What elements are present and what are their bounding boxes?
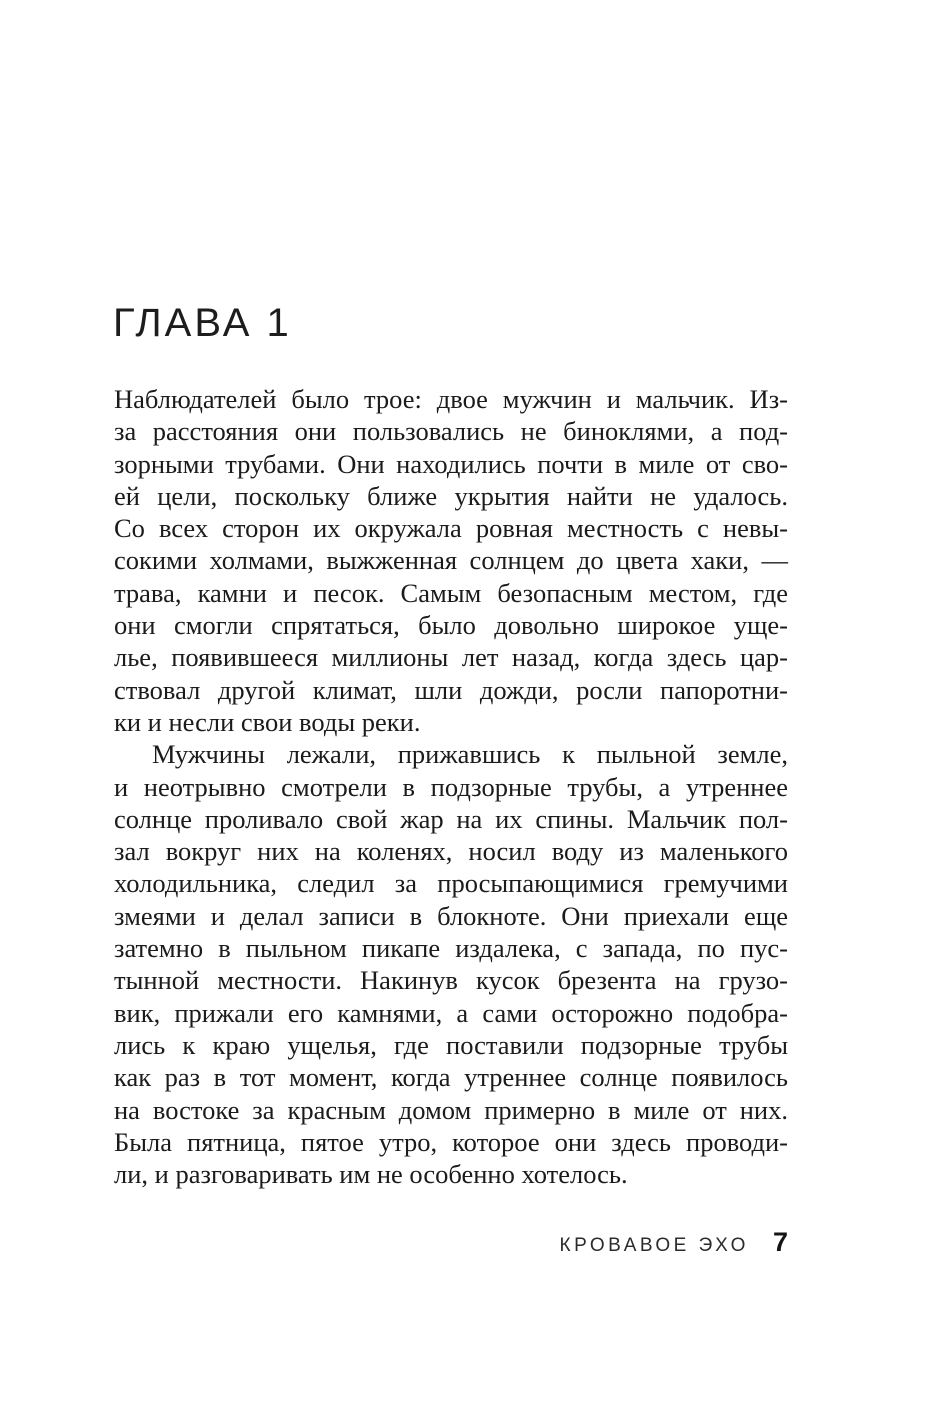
text-line: зал вокруг них на коленях, носил воду из маленького bbox=[114, 836, 788, 867]
body-text bbox=[114, 383, 788, 1190]
text-line: ей цели, поскольку ближе укрытия найти не удалось. bbox=[114, 480, 788, 511]
text-line: вик, прижали его камнями, а сами осторожно подобра- bbox=[114, 997, 788, 1028]
text-line: Была пятница, пятое утро, которое они здесь проводи- bbox=[114, 1126, 788, 1157]
text-line: за расстояния они пользовались не биноклями, а под- bbox=[114, 416, 788, 447]
chapter-heading: ГЛАВА 1 bbox=[113, 301, 292, 345]
text-line: и неотрывно смотрели в подзорные трубы, а утреннее bbox=[114, 771, 788, 802]
text-line: затемно в пыльном пикапе издалека, с запада, по пус- bbox=[114, 933, 788, 964]
page-footer bbox=[560, 1227, 788, 1258]
text-line: лись к краю ущелья, где поставили подзорные трубы bbox=[114, 1029, 788, 1060]
text-line: на востоке за красным домом примерно в миле от них. bbox=[114, 1094, 788, 1125]
text-line: они смогли спрятаться, было довольно широкое уще- bbox=[114, 610, 788, 641]
text-line: солнце проливало свой жар на их спины. Мальчик пол- bbox=[114, 803, 788, 834]
running-title: КРОВАВОЕ ЭХО bbox=[559, 1235, 749, 1256]
text-line: зорными трубами. Они находились почти в миле от сво- bbox=[114, 448, 788, 479]
text-line: Со всех сторон их окружала ровная местность с невы- bbox=[114, 513, 788, 544]
text-line: лье, появившееся миллионы лет назад, когда здесь цар- bbox=[114, 642, 788, 673]
text-line: ки и несли свои воды реки. bbox=[114, 706, 421, 737]
text-line: тынной местности. Накинув кусок брезента на грузо- bbox=[114, 965, 788, 996]
text-line: трава, камни и песок. Самым безопасным местом, где bbox=[114, 577, 788, 608]
text-line: Наблюдателей было трое: двое мужчин и мальчик. Из- bbox=[114, 384, 788, 414]
text-line: как раз в тот момент, когда утреннее солнце появилось bbox=[114, 1062, 788, 1093]
page-number: 7 bbox=[772, 1227, 788, 1257]
text-line: ли, и разговаривать им не особенно хотелось. bbox=[114, 1159, 628, 1190]
text-line: змеями и делал записи в блокноте. Они приехали еще bbox=[114, 900, 788, 931]
text-line: холодильника, следил за просыпающимися гремучими bbox=[114, 868, 788, 899]
text-line: Мужчины лежали, прижавшись к пыльной земле, bbox=[152, 739, 788, 770]
text-line: сокими холмами, выжженная солнцем до цвета хаки, — bbox=[114, 545, 788, 576]
text-line: ствовал другой климат, шли дожди, росли папоротни- bbox=[114, 674, 788, 705]
